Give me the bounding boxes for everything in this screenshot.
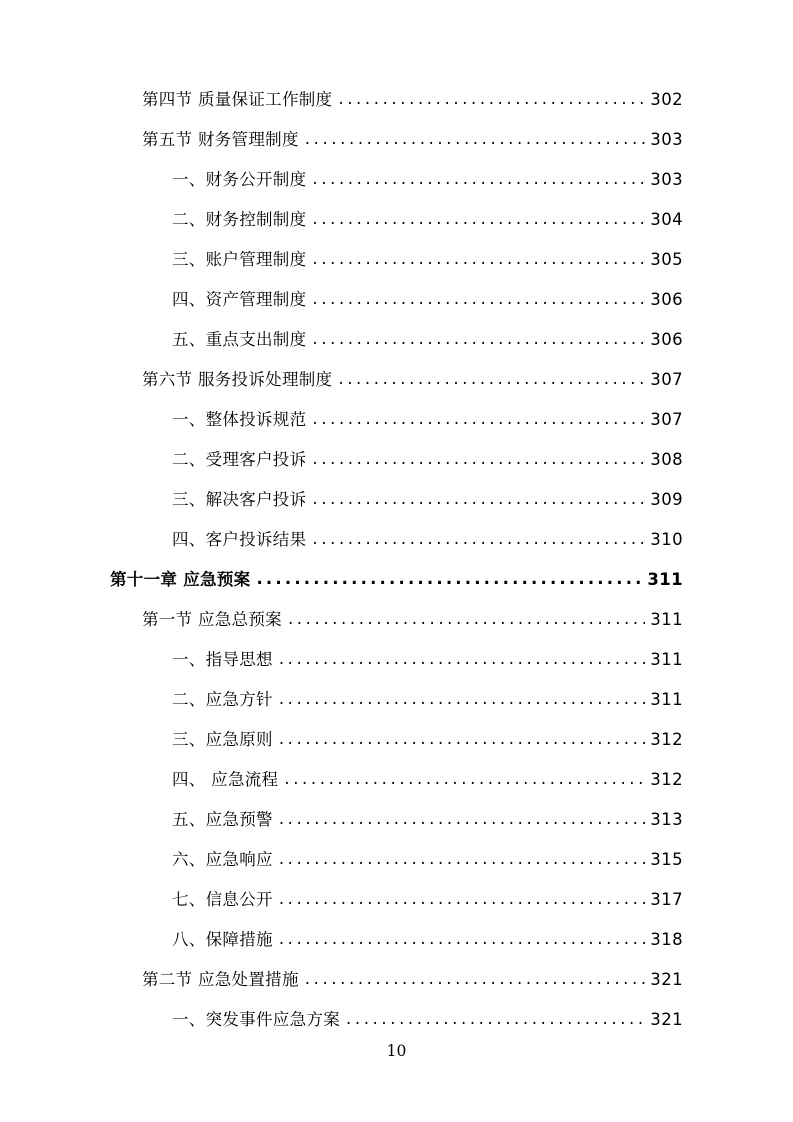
toc-entry-page-number: 317	[650, 890, 683, 909]
toc-leader-dots	[305, 972, 645, 989]
toc-entry[interactable]	[110, 532, 683, 549]
toc-entry-title: 第四节 质量保证工作制度	[142, 90, 333, 109]
toc-entry-title: 二、应急方针	[172, 690, 273, 709]
toc-leader-dots	[312, 492, 645, 509]
toc-entry[interactable]	[110, 732, 683, 749]
toc-entry-title: 三、应急原则	[172, 730, 273, 749]
toc-entry-page-number: 312	[650, 730, 683, 749]
toc-entry-page-number: 321	[650, 1010, 683, 1029]
toc-leader-dots	[312, 532, 645, 549]
toc-entry[interactable]	[110, 252, 683, 269]
toc-leader-dots	[279, 732, 645, 749]
toc-leader-dots	[312, 172, 645, 189]
toc-entry-title: 五、重点支出制度	[172, 330, 307, 349]
toc-entry-title: 二、受理客户投诉	[172, 450, 307, 469]
toc-leader-dots	[279, 692, 645, 709]
toc-leader-dots	[284, 772, 645, 789]
toc-entry-page-number: 312	[650, 770, 683, 789]
toc-entry-page-number: 310	[650, 530, 683, 549]
toc-entry[interactable]	[110, 412, 683, 429]
toc-entry-page-number: 306	[650, 290, 683, 309]
toc-entry-title: 二、财务控制制度	[172, 210, 307, 229]
table-of-contents	[110, 92, 683, 1029]
toc-entry[interactable]	[110, 692, 683, 709]
toc-leader-dots	[279, 892, 645, 909]
toc-entry-title: 六、应急响应	[172, 850, 273, 869]
toc-entry-page-number: 304	[650, 210, 683, 229]
toc-entry[interactable]	[110, 572, 683, 589]
toc-entry[interactable]	[110, 212, 683, 229]
toc-leader-dots	[312, 452, 645, 469]
toc-entry[interactable]	[110, 652, 683, 669]
toc-entry-title: 五、应急预警	[172, 810, 273, 829]
toc-entry-title: 三、解决客户投诉	[172, 490, 307, 509]
toc-entry-page-number: 306	[650, 330, 683, 349]
toc-entry-page-number: 302	[650, 90, 683, 109]
toc-entry-title: 一、指导思想	[172, 650, 273, 669]
toc-entry-title: 第一节 应急总预案	[142, 610, 282, 629]
toc-entry-page-number: 311	[650, 610, 683, 629]
toc-entry-page-number: 311	[650, 650, 683, 669]
toc-entry-page-number: 315	[650, 850, 683, 869]
toc-entry[interactable]	[110, 932, 683, 949]
toc-entry-title: 第五节 财务管理制度	[142, 130, 299, 149]
toc-leader-dots	[312, 212, 645, 229]
toc-entry[interactable]	[110, 332, 683, 349]
toc-entry[interactable]	[110, 372, 683, 389]
toc-entry-title: 八、保障措施	[172, 930, 273, 949]
toc-entry-title: 第二节 应急处置措施	[142, 970, 299, 989]
toc-entry[interactable]	[110, 172, 683, 189]
toc-entry-page-number: 313	[650, 810, 683, 829]
toc-entry-page-number: 308	[650, 450, 683, 469]
toc-entry-page-number: 321	[650, 970, 683, 989]
toc-entry[interactable]	[110, 492, 683, 509]
toc-entry[interactable]	[110, 812, 683, 829]
toc-entry[interactable]	[110, 92, 683, 109]
toc-entry-title: 第六节 服务投诉处理制度	[142, 370, 333, 389]
toc-leader-dots	[305, 132, 645, 149]
toc-leader-dots	[312, 412, 645, 429]
toc-entry-title: 一、突发事件应急方案	[172, 1010, 340, 1029]
toc-entry[interactable]	[110, 612, 683, 629]
toc-entry-page-number: 303	[650, 170, 683, 189]
toc-leader-dots	[256, 572, 643, 589]
toc-entry-page-number: 307	[650, 370, 683, 389]
toc-entry-title: 七、信息公开	[172, 890, 273, 909]
toc-entry-page-number: 309	[650, 490, 683, 509]
toc-leader-dots	[312, 292, 645, 309]
toc-entry[interactable]	[110, 132, 683, 149]
toc-leader-dots	[279, 852, 645, 869]
toc-entry-title: 四、资产管理制度	[172, 290, 307, 309]
toc-leader-dots	[279, 812, 645, 829]
toc-entry[interactable]	[110, 292, 683, 309]
toc-entry[interactable]	[110, 852, 683, 869]
toc-leader-dots	[346, 1012, 645, 1029]
toc-entry-title: 第十一章 应急预案	[110, 570, 251, 589]
toc-entry-title: 三、账户管理制度	[172, 250, 307, 269]
toc-leader-dots	[312, 332, 645, 349]
toc-entry[interactable]	[110, 972, 683, 989]
toc-entry[interactable]	[110, 1012, 683, 1029]
toc-leader-dots	[279, 652, 645, 669]
toc-entry-title: 四、 应急流程	[172, 770, 279, 789]
toc-entry-page-number: 311	[650, 690, 683, 709]
toc-entry[interactable]	[110, 892, 683, 909]
toc-leader-dots	[279, 932, 645, 949]
toc-entry-title: 一、财务公开制度	[172, 170, 307, 189]
toc-entry[interactable]	[110, 772, 683, 789]
toc-entry-title: 四、客户投诉结果	[172, 530, 307, 549]
page-number: 10	[386, 1042, 407, 1060]
toc-leader-dots	[312, 252, 645, 269]
toc-leader-dots	[338, 372, 645, 389]
toc-entry-page-number: 305	[650, 250, 683, 269]
toc-entry-page-number: 318	[650, 930, 683, 949]
toc-entry[interactable]	[110, 452, 683, 469]
toc-leader-dots	[288, 612, 645, 629]
toc-leader-dots	[338, 92, 645, 109]
toc-entry-page-number: 303	[650, 130, 683, 149]
toc-entry-title: 一、整体投诉规范	[172, 410, 307, 429]
toc-entry-page-number: 307	[650, 410, 683, 429]
toc-entry-page-number: 311	[647, 570, 683, 589]
